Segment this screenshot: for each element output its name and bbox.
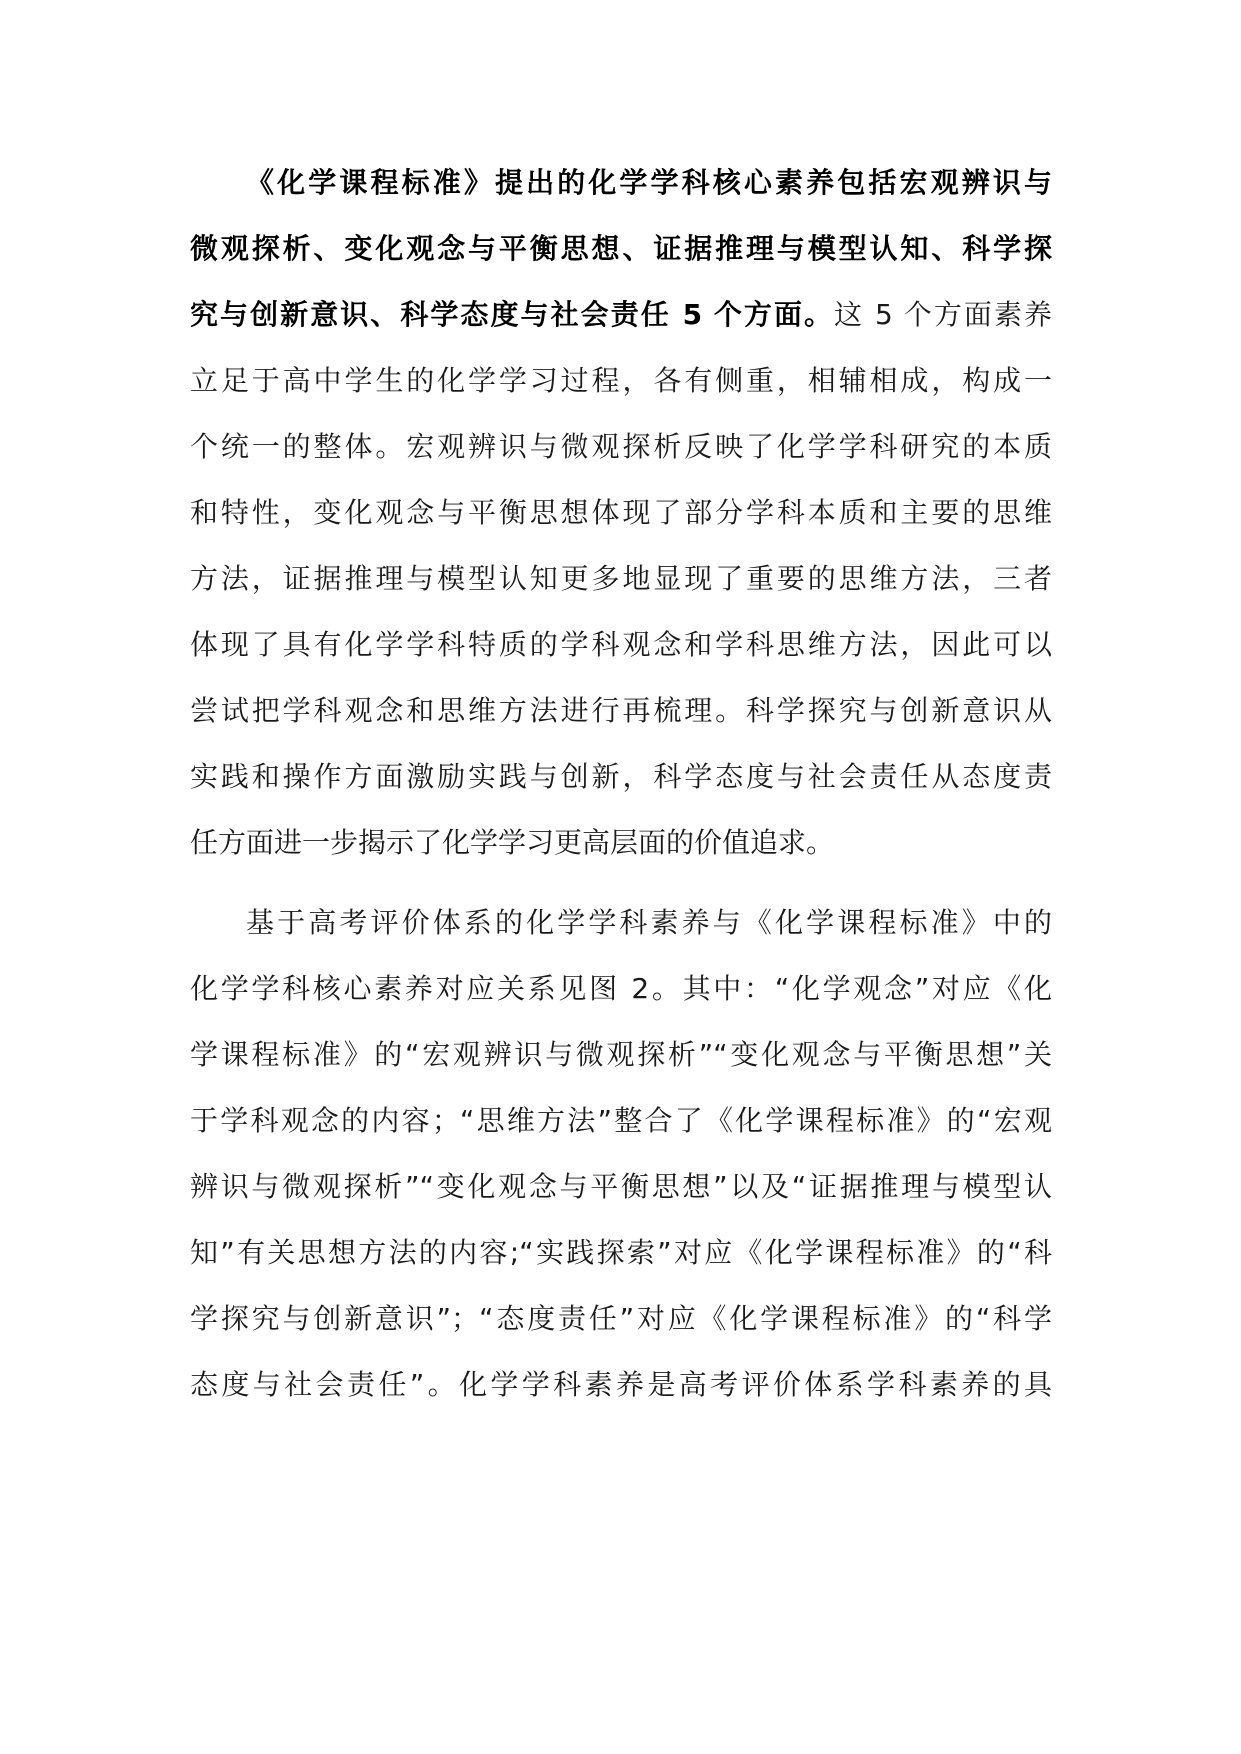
paragraph-core-competencies [190, 150, 1052, 876]
text-line: 化学学科核心素养对应关系见图 2。其中：“化学观念”对应《化 [190, 972, 1052, 1005]
normal-text: 体现了具有化学学科特质的学科观念和学科思维方法，因此可以 [190, 628, 1052, 661]
bold-text: 微观探析、变化观念与平衡思想、证据推理与模型认知、科学探 [190, 232, 1052, 265]
text-line [190, 348, 1052, 414]
text-line [190, 282, 1052, 348]
text-line: 基于高考评价体系的化学学科素养与《化学课程标准》中的 [246, 906, 1052, 939]
text-line [190, 810, 1052, 876]
normal-text: 和特性，变化观念与平衡思想体现了部分学科本质和主要的思维 [190, 496, 1052, 529]
normal-text: 个统一的整体。宏观辨识与微观探析反映了化学学科研究的本质 [190, 430, 1052, 463]
normal-text: 任方面进一步揭示了化学学习更高层面的价值追求。 [190, 826, 835, 859]
text-line [190, 612, 1052, 678]
bold-text: 究与创新意识、科学态度与社会责任 5 个方面。 [190, 298, 835, 331]
normal-text: 尝试把学科观念和思维方法进行再梳理。科学探究与创新意识从 [190, 694, 1052, 727]
text-line [190, 678, 1052, 744]
text-line [190, 744, 1052, 810]
text-line [190, 480, 1052, 546]
paragraph-competency-mapping [190, 890, 1052, 1418]
normal-text: 实践和操作方面激励实践与创新，科学态度与社会责任从态度责 [190, 760, 1052, 793]
text-line [190, 216, 1052, 282]
bold-text: 《化学课程标准》提出的化学学科核心素养包括宏观辨识与 [246, 166, 1052, 199]
text-line: 学探究与创新意识”；“态度责任”对应《化学课程标准》的“科学 [190, 1302, 1052, 1335]
text-line: 学课程标准》的“宏观辨识与微观探析”“变化观念与平衡思想”关 [190, 1038, 1052, 1071]
text-line [190, 414, 1052, 480]
text-line: 辨识与微观探析”“变化观念与平衡思想”以及“证据推理与模型认 [190, 1170, 1052, 1203]
text-line [190, 150, 1052, 216]
normal-text: 立足于高中学生的化学学习过程，各有侧重，相辅相成，构成一 [190, 364, 1052, 397]
text-line: 于学科观念的内容；“思维方法”整合了《化学课程标准》的“宏观 [190, 1104, 1052, 1137]
normal-text: 这 5 个方面素养 [834, 298, 1052, 331]
normal-text: 方法，证据推理与模型认知更多地显现了重要的思维方法，三者 [190, 562, 1052, 595]
text-line: 知”有关思想方法的内容;“实践探索”对应《化学课程标准》的“科 [190, 1236, 1052, 1269]
text-line [190, 546, 1052, 612]
text-line: 态度与社会责任”。化学学科素养是高考评价体系学科素养的具 [190, 1368, 1052, 1401]
